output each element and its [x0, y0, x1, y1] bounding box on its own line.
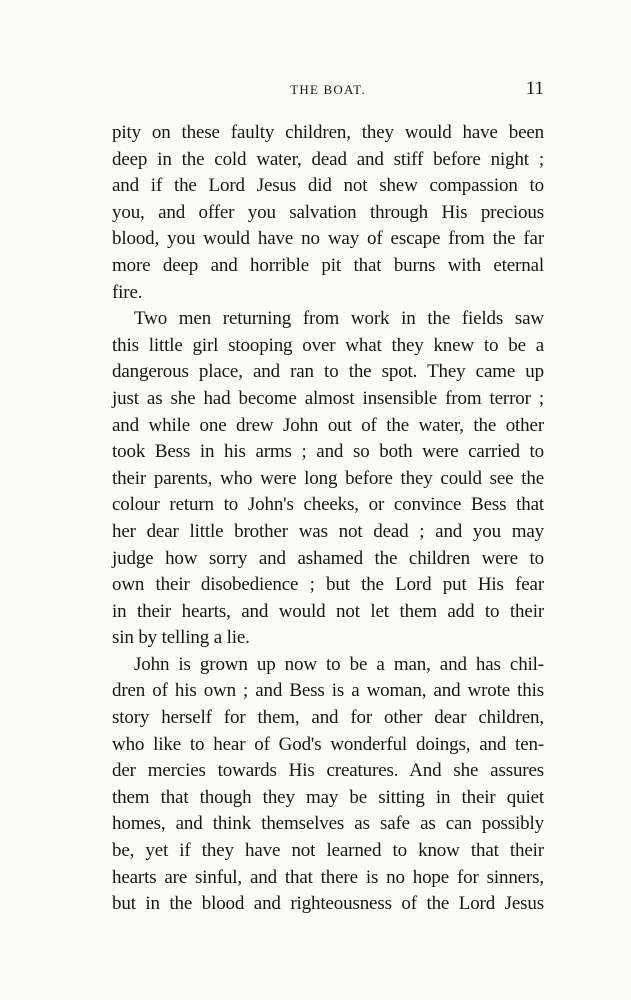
text-line: who like to hear of God's wonderful doings, and ten- [112, 733, 544, 755]
text-line: dren of his own ; and Bess is a woman, and wrote this [112, 680, 544, 702]
text-line: but in the blood and righteousness of the Lord Jesus [112, 893, 544, 915]
text-line: sin by telling a lie. [112, 627, 250, 649]
text-line: you, and offer you salvation through His precious [112, 201, 544, 223]
text-line: dangerous place, and ran to the spot. They came up [112, 361, 544, 383]
running-head: THE BOAT. [290, 82, 366, 97]
text-line: be, yet if they have not learned to know that their [112, 840, 544, 862]
page-header [112, 78, 544, 104]
text-line: homes, and think themselves as safe as can possibly [112, 813, 544, 835]
text-line: story herself for them, and for other dear children, [112, 707, 544, 729]
text-line: fire. [112, 281, 143, 303]
text-line: just as she had become almost insensible from terror ; [112, 387, 544, 409]
text-line: and while one drew John out of the water, the other [112, 414, 544, 436]
text-line: her dear little brother was not dead ; and you may [112, 520, 544, 542]
text-line: them that though they may be sitting in their quiet [112, 786, 544, 808]
page-number: 11 [525, 78, 544, 99]
text-line: and if the Lord Jesus did not shew compassion to [112, 175, 544, 197]
body-text [112, 120, 544, 918]
text-line: judge how sorry and ashamed the children were to [112, 547, 544, 569]
text-line: blood, you would have no way of escape from the far [112, 228, 544, 250]
text-line: took Bess in his arms ; and so both were carried to [112, 441, 544, 463]
text-line: in their hearts, and would not let them add to their [112, 600, 544, 622]
text-line: der mercies towards His creatures. And she assures [112, 760, 544, 782]
text-line: pity on these faulty children, they would have been [112, 122, 544, 143]
text-line: their parents, who were long before they could see the [112, 467, 544, 489]
text-line: more deep and horrible pit that burns with eternal [112, 254, 544, 276]
text-line: deep in the cold water, dead and stiff before night ; [112, 148, 544, 170]
text-line: this little girl stooping over what they knew to be a [112, 334, 544, 356]
text-line: John is grown up now to be a man, and has chil- [134, 653, 544, 675]
text-line: colour return to John's cheeks, or convince Bess that [112, 494, 544, 516]
text-line: own their disobedience ; but the Lord put His fear [112, 574, 544, 596]
text-line: hearts are sinful, and that there is no hope for sinners, [112, 866, 544, 888]
text-line: Two men returning from work in the fields saw [134, 308, 544, 330]
